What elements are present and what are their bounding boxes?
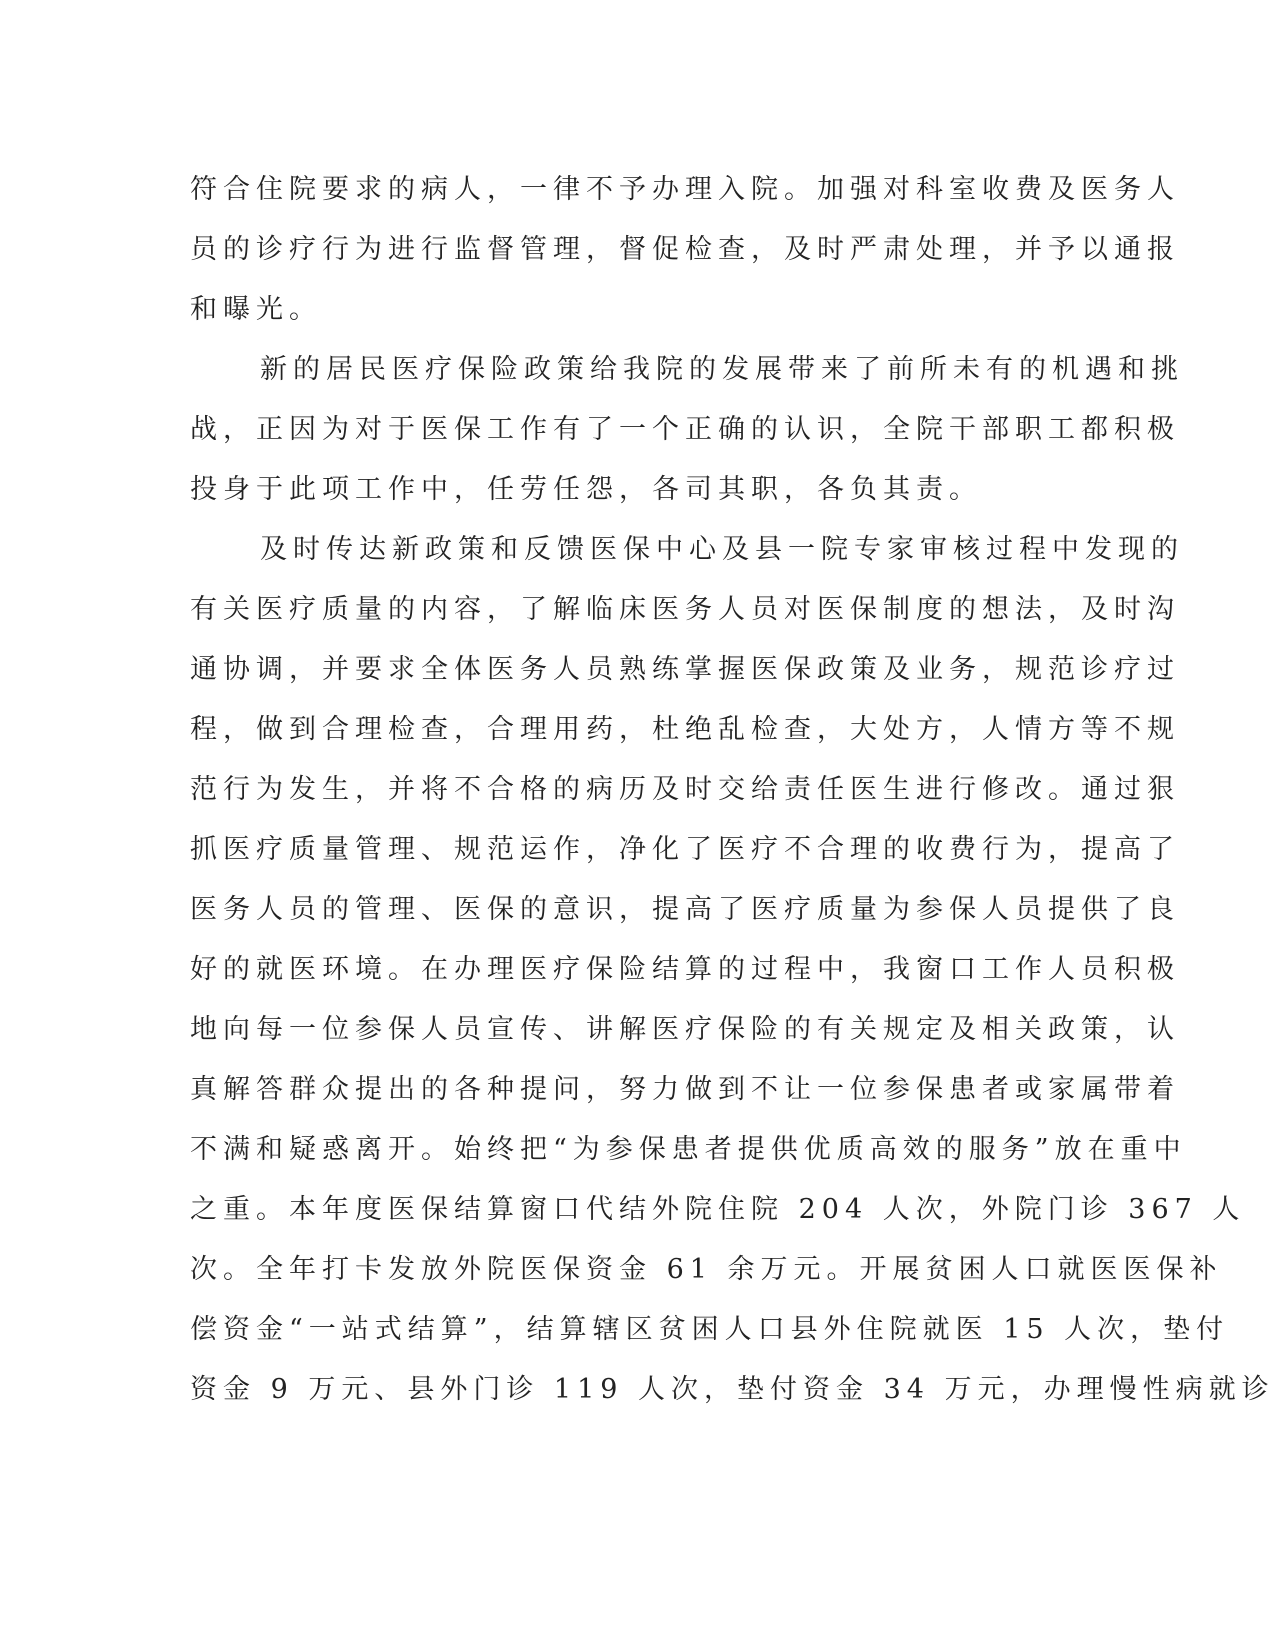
paragraph-3-line-5: 范行为发生，并将不合格的病历及时交给责任医生进行修改。通过狠 [190,774,1180,805]
paragraph-3-line-9: 地向每一位参保人员宣传、讲解医疗保险的有关规定及相关政策，认 [190,1014,1180,1045]
paragraph-3-line-2: 有关医疗质量的内容，了解临床医务人员对医保制度的想法，及时沟 [190,594,1180,625]
paragraph-3-line-15: 资金 9 万元、县外门诊 119 人次，垫付资金 34 万元，办理慢性病就诊 [190,1374,1275,1405]
paragraph-3-line-11: 不满和疑惑离开。始终把“为参保患者提供优质高效的服务”放在重中 [190,1134,1187,1165]
paragraph-3-line-12: 之重。本年度医保结算窗口代结外院住院 204 人次，外院门诊 367 人 [190,1194,1246,1225]
paragraph-3-line-6: 抓医疗质量管理、规范运作，净化了医疗不合理的收费行为，提高了 [190,834,1180,865]
paragraph-3-line-1: 及时传达新政策和反馈医保中心及县一院专家审核过程中发现的 [260,534,1184,565]
body-text [190,160,1275,1420]
paragraph-2-line-2: 战，正因为对于医保工作有了一个正确的认识，全院干部职工都积极 [190,414,1180,445]
paragraph-2-line-3: 投身于此项工作中，任劳任怨，各司其职，各负其责。 [190,474,982,505]
paragraph-3-line-3: 通协调，并要求全体医务人员熟练掌握医保政策及业务，规范诊疗过 [190,654,1180,685]
paragraph-1-line-1: 符合住院要求的病人，一律不予办理入院。加强对科室收费及医务人 [190,174,1180,205]
paragraph-2-line-1: 新的居民医疗保险政策给我院的发展带来了前所未有的机遇和挑 [260,354,1184,385]
paragraph-3-line-13: 次。全年打卡发放外院医保资金 61 余万元。开展贫困人口就医医保补 [190,1254,1223,1285]
paragraph-3-line-10: 真解答群众提出的各种提问，努力做到不让一位参保患者或家属带着 [190,1074,1180,1105]
paragraph-1-line-2: 员的诊疗行为进行监督管理，督促检查，及时严肃处理，并予以通报 [190,234,1180,265]
paragraph-3-line-4: 程，做到合理检查，合理用药，杜绝乱检查，大处方，人情方等不规 [190,714,1180,745]
paragraph-3-line-8: 好的就医环境。在办理医疗保险结算的过程中，我窗口工作人员积极 [190,954,1180,985]
paragraph-3-line-14: 偿资金“一站式结算”，结算辖区贫困人口县外住院就医 15 人次，垫付 [190,1314,1230,1345]
paragraph-1-line-3: 和曝光。 [190,294,322,325]
paragraph-3-line-7: 医务人员的管理、医保的意识，提高了医疗质量为参保人员提供了良 [190,894,1180,925]
